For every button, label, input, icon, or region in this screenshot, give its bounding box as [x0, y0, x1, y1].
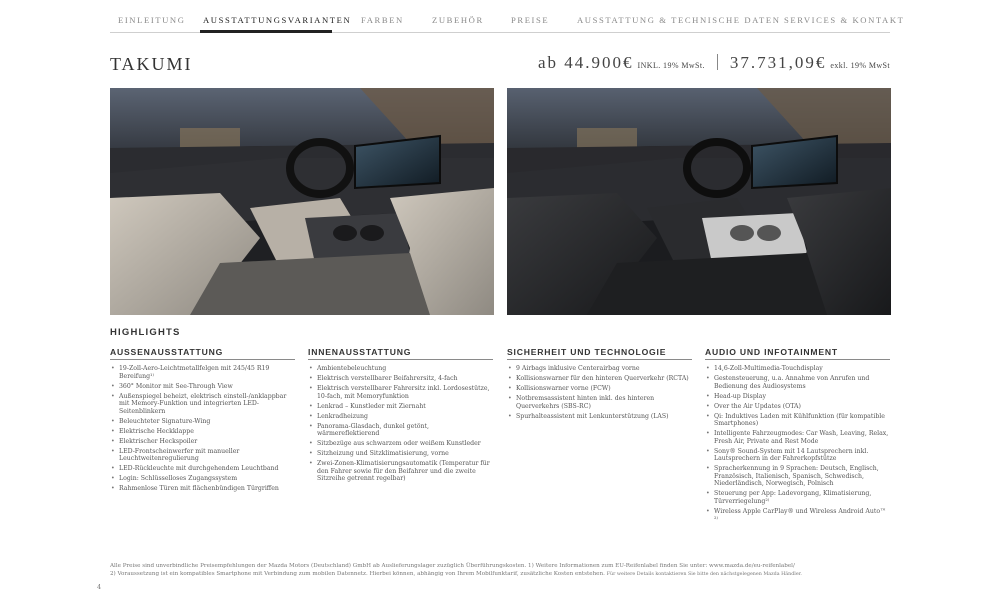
nav-item-ausstattungsvarianten[interactable]: AUSSTATTUNGSVARIANTEN	[203, 15, 352, 25]
feature-list	[110, 365, 295, 493]
feature-list	[705, 365, 890, 523]
feature-list	[308, 365, 493, 483]
feature-item: • Steuerung per App: Ladevorgang, Klimatisierung, Türverriegelung²⁾	[705, 490, 890, 505]
column-heading: AUDIO UND INFOTAINMENT	[705, 347, 890, 360]
feature-item: • 19-Zoll-Aero-Leichtmetallfelgen mit 245/45 R19 Bereifung¹⁾	[110, 365, 295, 380]
feature-item: • Kollisionswarner für den hinteren Querverkehr (RCTA)	[507, 375, 692, 383]
feature-item: • 14,6-Zoll-Multimedia-Touchdisplay	[705, 365, 890, 373]
feature-item: • Rahmenlose Türen mit flächenbündigen Türgriffen	[110, 485, 295, 493]
footnote-line-1: Alle Preise sind unverbindliche Preisempfehlungen der Mazda Motors (Deutschland) GmbH ab Auslieferungslager zuzüglich Überführungskosten. 1) Weitere Informationen zum EU-Reifenlabel finden Sie unter: www.mazda.de/eu-reifenlabel/	[110, 563, 795, 569]
interior-photo-dark	[507, 88, 891, 315]
highlights-heading: HIGHLIGHTS	[110, 327, 181, 338]
feature-item: • Elektrisch verstellbarer Beifahrersitz, 4-fach	[308, 375, 493, 383]
column-innenausstattung	[308, 347, 493, 485]
feature-item: • LED-Rückleuchte mit durchgehendem Leuchtband	[110, 465, 295, 473]
nav-item-services-kontakt[interactable]: SERVICES & KONTAKT	[784, 15, 905, 25]
feature-item: • Zwei-Zonen-Klimatisierungsautomatik (Temperatur für den Fahrer sowie für den Beifahrer und die zweite Sitzreihe getrennt regelbar)	[308, 460, 493, 483]
feature-item: • Notbremsassistent hinten inkl. des hinteren Querverkehrs (SBS-RC)	[507, 395, 692, 410]
price-separator	[717, 54, 718, 70]
feature-item: • Login: Schlüsselloses Zugangssystem	[110, 475, 295, 483]
interior-photo-light	[110, 88, 494, 315]
feature-item: • 9 Airbags inklusive Centerairbag vorne	[507, 365, 692, 373]
column-heading: INNENAUSSTATTUNG	[308, 347, 493, 360]
feature-item: • Ambientebeleuchtung	[308, 365, 493, 373]
feature-item: • Panorama-Glasdach, dunkel getönt, wärmereflektierend	[308, 423, 493, 438]
feature-item: • Sitzheizung und Sitzklimatisierung, vorne	[308, 450, 493, 458]
model-title: TAKUMI	[110, 54, 193, 74]
feature-item: • Elektrischer Heckspoiler	[110, 438, 295, 446]
nav-item-einleitung[interactable]: EINLEITUNG	[118, 15, 186, 25]
top-navigation	[110, 0, 905, 33]
feature-item: • Lenkrad – Kunstleder mit Ziernaht	[308, 403, 493, 411]
page-number: 4	[97, 583, 102, 591]
feature-item: • LED-Frontscheinwerfer mit manueller Leuchtweitenregulierung	[110, 448, 295, 463]
feature-item: • Beleuchteter Signature-Wing	[110, 418, 295, 426]
nav-item-preise[interactable]: PREISE	[511, 15, 550, 25]
feature-item: • Over the Air Updates (OTA)	[705, 403, 890, 411]
footnote-line-2-main: 2) Voraussetzung ist ein kompatibles Smartphone mit Verbindung zum mobilen Datennetz. Hierbei können, abhängig von Ihrem Mobilfunktarif, zusätzliche Kosten entstehen.	[110, 571, 605, 578]
feature-item: • 360° Monitor mit See-Through View	[110, 383, 295, 391]
feature-item: • Sony® Sound-System mit 14 Lautsprechern inkl. Lautsprechern in der Fahrerkopfstütze	[705, 448, 890, 463]
feature-item: • Qi: Induktives Laden mit Kühlfunktion (für kompatible Smartphones)	[705, 413, 890, 428]
nav-item-zubehoer[interactable]: ZUBEHÖR	[432, 15, 484, 25]
feature-item: • Intelligente Fahrzeugmodes: Car Wash, Leaving, Relax, Fresh Air, Private and Rest Mode	[705, 430, 890, 445]
feature-item: • Kollisionswarner vorne (FCW)	[507, 385, 692, 393]
price-net: 37.731,09€	[729, 53, 827, 72]
car-interior-photo-dark-seats-icon	[507, 88, 891, 315]
footnote-line-2-small: Für weitere Details kontaktieren Sie bitte den nächstgelegenen Mazda Händler.	[606, 572, 802, 578]
feature-list	[507, 365, 692, 420]
column-sicherheit-technologie	[507, 347, 692, 423]
car-interior-photo-light-seats-icon	[110, 88, 494, 315]
feature-item: • Spurhalteassistent mit Lenkunterstützung (LAS)	[507, 413, 692, 421]
feature-item: • Wireless Apple CarPlay® und Wireless Android Auto™ ²⁾	[705, 508, 890, 523]
nav-item-ausstattung-technische-daten[interactable]: AUSSTATTUNG & TECHNISCHE DATEN	[577, 15, 781, 25]
feature-item: • Elektrisch verstellbarer Fahrersitz inkl. Lordosestütze, 10-fach, mit Memoryfunktion	[308, 385, 493, 400]
column-heading: AUSSENAUSSTATTUNG	[110, 347, 295, 360]
price-gross-note: INKL. 19% MwSt.	[637, 61, 705, 70]
column-heading: SICHERHEIT UND TECHNOLOGIE	[507, 347, 692, 360]
price-gross: ab 44.900€	[538, 53, 634, 72]
column-aussenausstattung	[110, 347, 295, 495]
footnotes	[110, 562, 890, 580]
column-audio-infotainment	[705, 347, 890, 526]
price-net-note: exkl. 19% MwSt	[830, 61, 890, 70]
feature-item: • Außenspiegel beheizt, elektrisch einstell-/anklappbar mit Memory-Funktion und integrierten LED-Seitenblinkern	[110, 393, 295, 416]
price-row	[538, 53, 890, 73]
feature-item: • Head-up Display	[705, 393, 890, 401]
feature-item: • Lenkradheizung	[308, 413, 493, 421]
footnote-line-2	[110, 570, 890, 579]
feature-item: • Sitzbezüge aus schwarzem oder weißem Kunstleder	[308, 440, 493, 448]
feature-item: • Elektrische Heckklappe	[110, 428, 295, 436]
active-tab-indicator	[200, 30, 332, 33]
nav-item-farben[interactable]: FARBEN	[361, 15, 404, 25]
feature-item: • Spracherkennung in 9 Sprachen: Deutsch, Englisch, Französisch, Italienisch, Spanisch, Schwedisch, Niederländisch, Norwegisch, Polnisch	[705, 465, 890, 488]
feature-item: • Gestensteuerung, u.a. Annahme von Anrufen und Bedienung des Audiosystems	[705, 375, 890, 390]
